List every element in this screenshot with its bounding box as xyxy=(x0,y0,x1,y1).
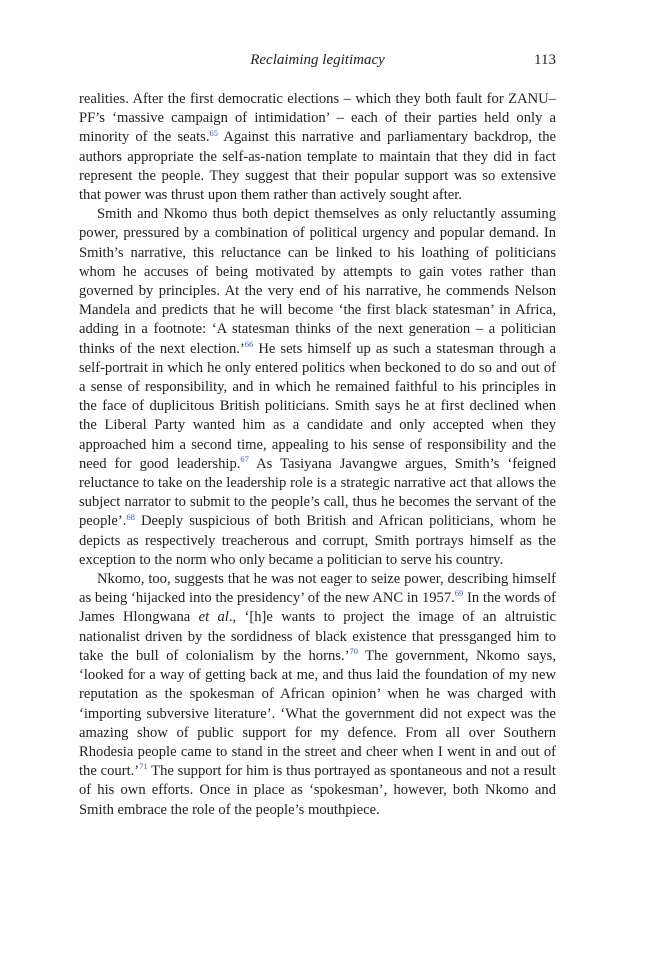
text-run: ., ‘[h]e wants to project the image of an altruistic nationalist driven by the sordidness of black existence that pressganged him to take the bull of colonialism by the horns.’ xyxy=(79,609,556,664)
footnote-ref[interactable]: 65 xyxy=(209,127,219,138)
text-run: Nkomo, too, suggests that he was not eager to seize power, describing himself as being ‘hijacked into the presidency’ of the new ANC in 1957. xyxy=(79,571,556,607)
text-run: The support for him is thus portrayed as spontaneous and not a result of his own efforts. Once in place as ‘spokesman’, however, both Nkomo and Smith embrace the role of the people’s mouthpiece. xyxy=(79,763,556,818)
footnote-ref[interactable]: 66 xyxy=(244,338,254,349)
text-run: In the words of James Hlongwana xyxy=(79,590,556,626)
paragraph xyxy=(79,570,556,820)
footnote-ref[interactable]: 71 xyxy=(139,761,148,772)
body-text xyxy=(79,90,556,820)
italic-text: et al xyxy=(198,609,229,626)
footnote-ref[interactable]: 70 xyxy=(349,646,358,657)
text-run: Against this narrative and parliamentary backdrop, the authors appropriate the self-as-nation template to maintain that they did in fact represent the people. They suggest that their popular support was so extensive that power was thrust upon them rather than actively sought after. xyxy=(79,129,556,204)
paragraph xyxy=(79,90,556,205)
running-title: Reclaiming legitimacy xyxy=(250,52,385,68)
text-run: The government, Nkomo says, ‘looked for a way of getting back at me, and thus laid the foundation of my new reputation as the spokesman of African opinion’ when he was charged with ‘importing subversive literature’. ‘What the government did not expect was the amazing show of public support for my defence. From all over Southern Rhodesia people came to stand in the street and cheer when I went in and out of the court.’ xyxy=(79,647,557,780)
text-run: As Tasiyana Javangwe argues, Smith’s ‘feigned reluctance to take on the leadership role is a strategic narrative act that allows the subject narrator to submit to the people’s call, thus he becomes the servant of the people’. xyxy=(79,455,556,530)
footnote-ref[interactable]: 67 xyxy=(240,454,249,464)
text-run: realities. After the first democratic elections – which they both fault for ZANU–PF’s ‘massive campaign of intimidation’ – each of their parties held only a minority of the seats. xyxy=(79,91,556,146)
text-run: He sets himself up as such a statesman through a self-portrait in which he only entered politics when beckoned to do so and out of a sense of responsibility, and in which he remained faithful to his principles in the face of duplicitous British politicians. Smith says he at first declined when the Liberal Party wanted him as a candidate and only accepted when they approached him a second time, appealing to his sense of responsibility and the need for good leadership. xyxy=(79,340,556,472)
text-run: Deeply suspicious of both British and African politicians, whom he depicts as respectively treacherous and corrupt, Smith portrays himself as the exception to the norm who only became a politician to serve his country. xyxy=(79,513,556,568)
running-header xyxy=(79,52,556,74)
footnote-ref[interactable]: 69 xyxy=(454,588,464,599)
text-run: Smith and Nkomo thus both depict themselves as only reluctantly assuming power, pressured by a combination of political urgency and popular demand. In Smith’s narrative, this reluctance can be linked to his loathing of politicians whom he accuses of being motivated by attempts to gain votes rather than governed by principles. At the very end of his narrative, he commends Nelson Mandela and predicts that he will become ‘the first black statesman’ in Africa, adding in a footnote: ‘A statesman thinks of the next generation – a politician thinks of the next election.’ xyxy=(79,206,556,357)
paragraph xyxy=(79,205,556,570)
page-number: 113 xyxy=(534,52,556,68)
footnote-ref[interactable]: 68 xyxy=(126,511,135,522)
